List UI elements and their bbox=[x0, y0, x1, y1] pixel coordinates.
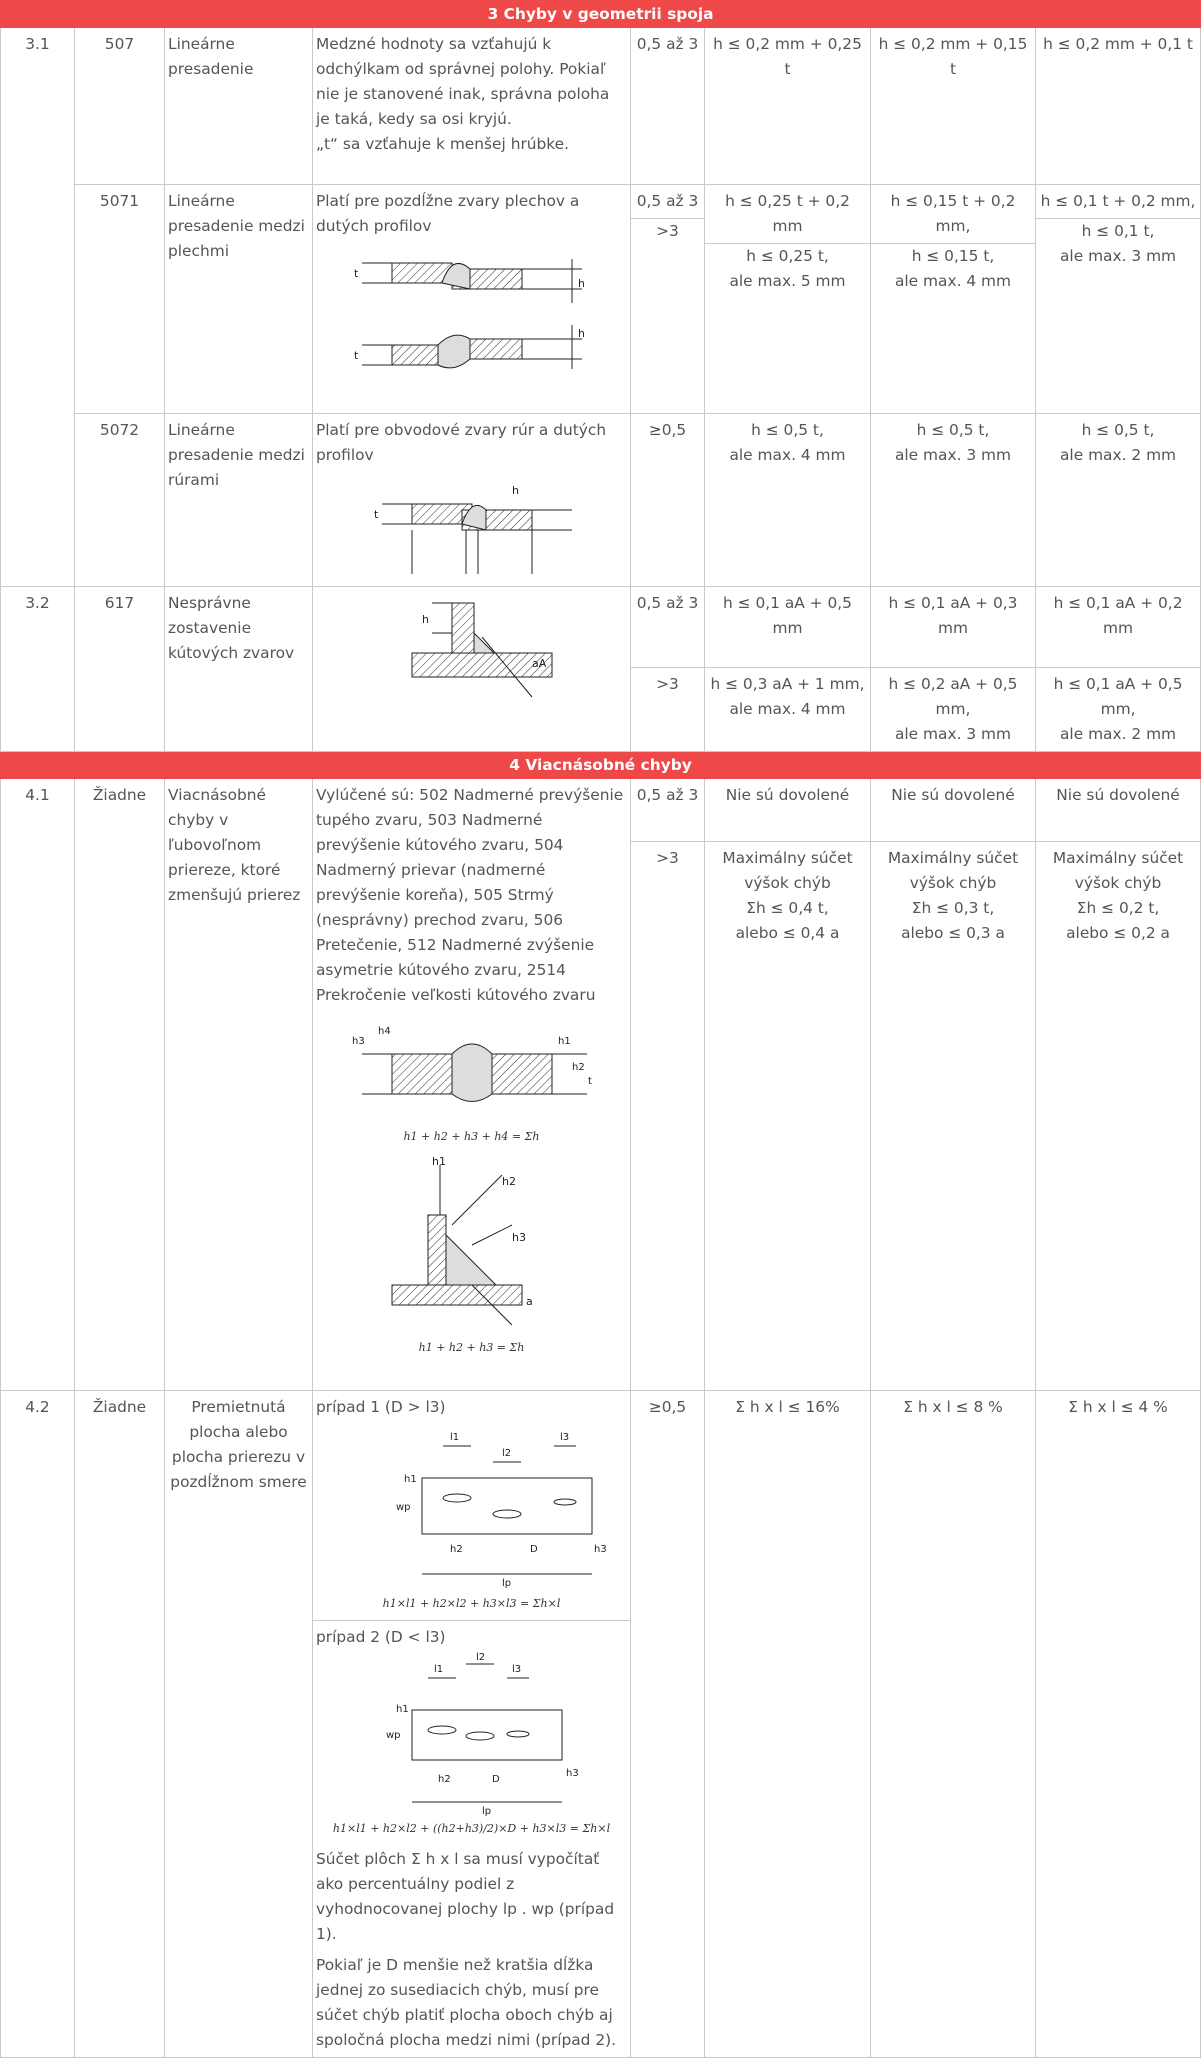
svg-text:h: h bbox=[511, 484, 519, 497]
weld-diagram-icon bbox=[362, 474, 582, 574]
svg-text:h1: h1 bbox=[403, 1474, 417, 1485]
svg-text:t: t bbox=[353, 267, 358, 280]
limit-line: ale max. 4 mm bbox=[729, 700, 846, 718]
svg-text:h2: h2 bbox=[501, 1175, 516, 1188]
svg-text:l2: l2 bbox=[475, 1652, 485, 1663]
description-text: Vylúčené sú: 502 Nadmerné prevýšenie tupého zvaru, 503 Nadmerné prevýšenie kútového zvaru, 504 Nadmerný prievar (nadmerné prevýšenie koreňa), 505 Strmý (nesprávny) prechod zvaru, 506 Pretečenie, 512 Nadmerné zvýšenie asymetrie kútového zvaru, 2514 Prekročenie veľkosti kútového zvaru bbox=[316, 786, 624, 1004]
defect-code: 617 bbox=[75, 587, 165, 752]
svg-text:h2: h2 bbox=[437, 1774, 451, 1785]
limit-line: h ≤ 0,5 t, bbox=[916, 421, 990, 439]
defect-name: Nesprávne zostavenie kútových zvarov bbox=[165, 587, 313, 752]
svg-text:lp: lp bbox=[501, 1578, 511, 1589]
svg-text:l3: l3 bbox=[559, 1432, 569, 1443]
limit-d bbox=[705, 668, 871, 752]
limit-b bbox=[1036, 842, 1201, 1391]
fillet-multiple-defects-diagram-icon bbox=[362, 1155, 582, 1335]
svg-text:h1: h1 bbox=[395, 1704, 409, 1715]
limit-c: Σ h x l ≤ 8 % bbox=[871, 1391, 1036, 2058]
limit-line: Σh ≤ 0,4 t, bbox=[746, 899, 829, 917]
limit-b bbox=[1036, 668, 1201, 752]
svg-text:wp: wp bbox=[395, 1502, 411, 1513]
limit-b-2a: h ≤ 0,1 t, bbox=[1081, 222, 1155, 240]
svg-text:l3: l3 bbox=[511, 1664, 521, 1675]
svg-text:h: h bbox=[577, 277, 585, 290]
thickness: ≥0,5 bbox=[631, 414, 705, 587]
thickness-2: >3 bbox=[656, 222, 679, 240]
formula: h1×l1 + h2×l2 + ((h2+h3)/2)×D + h3×l3 = Σh×l bbox=[332, 1822, 611, 1835]
svg-text:h3: h3 bbox=[593, 1544, 607, 1555]
svg-text:aA: aA bbox=[531, 657, 546, 670]
svg-text:h3: h3 bbox=[511, 1231, 526, 1244]
defect-name: Viacnásobné chyby v ľubovoľnom priereze, ktoré zmenšujú prierez bbox=[165, 779, 313, 1391]
svg-text:h: h bbox=[421, 613, 429, 626]
limit-b bbox=[1036, 185, 1201, 414]
limit-line: h ≤ 0,1 aA + 0,3 mm bbox=[888, 594, 1018, 637]
defect-description bbox=[313, 779, 631, 1391]
description-text: Platí pre obvodové zvary rúr a dutých profilov bbox=[316, 421, 607, 464]
limit-line: ale max. 2 mm bbox=[1060, 725, 1177, 743]
defect-description bbox=[313, 1391, 631, 2058]
limit-d-1: h ≤ 0,25 t + 0,2 mm bbox=[705, 185, 870, 244]
limit-b-1: h ≤ 0,1 t + 0,2 mm, bbox=[1036, 185, 1200, 219]
limit-line: ale max. 4 mm bbox=[729, 446, 846, 464]
limit-c-2a: h ≤ 0,15 t, bbox=[911, 247, 995, 265]
limit-d: Nie sú dovolené bbox=[705, 779, 871, 842]
table-row bbox=[1, 28, 1201, 185]
defect-code: Žiadne bbox=[75, 779, 165, 1391]
case-label: prípad 1 (D > l3) bbox=[316, 1398, 446, 1416]
limit-c bbox=[871, 414, 1036, 587]
limit-d-2b: ale max. 5 mm bbox=[729, 272, 846, 290]
svg-text:h4: h4 bbox=[377, 1026, 391, 1037]
defect-name: Lineárne presadenie bbox=[165, 28, 313, 185]
defect-code: 5072 bbox=[75, 414, 165, 587]
description-text: Medzné hodnoty sa vzťahujú k odchýlkam od správnej polohy. Pokiaľ nie je stanovené inak, správna poloha je taká, kedy sa osi kryjú. bbox=[316, 35, 610, 128]
limit-b bbox=[1036, 414, 1201, 587]
limit-c bbox=[871, 587, 1036, 668]
svg-text:wp: wp bbox=[385, 1730, 401, 1741]
limit-line: alebo ≤ 0,2 a bbox=[1066, 924, 1170, 942]
formula: h1×l1 + h2×l2 + h3×l3 = Σh×l bbox=[382, 1597, 561, 1610]
row-number: 3.1 bbox=[1, 28, 75, 587]
limit-c-1: h ≤ 0,15 t + 0,2 mm, bbox=[871, 185, 1035, 244]
projected-area-diagram-icon bbox=[342, 1652, 602, 1817]
defect-name: Lineárne presadenie medzi plechmi bbox=[165, 185, 313, 414]
limit-c: Nie sú dovolené bbox=[871, 779, 1036, 842]
table-row bbox=[1, 587, 1201, 668]
limit-line: Σh ≤ 0,2 t, bbox=[1076, 899, 1160, 917]
limit-b bbox=[1036, 587, 1201, 668]
limit-line: alebo ≤ 0,4 a bbox=[735, 924, 840, 942]
limit-line: Maximálny súčet bbox=[722, 849, 853, 867]
formula: h1 + h2 + h3 = Σh bbox=[418, 1341, 525, 1354]
section-title: 4 Viacnásobné chyby bbox=[1, 752, 1201, 779]
svg-text:h1: h1 bbox=[557, 1036, 571, 1047]
limit-line: ale max. 3 mm bbox=[894, 446, 1012, 464]
description-text: Platí pre pozdĺžne zvary plechov a dutých profilov bbox=[316, 192, 580, 235]
svg-text:t: t bbox=[353, 349, 358, 362]
limit-c: h ≤ 0,2 mm + 0,15 t bbox=[871, 28, 1036, 185]
svg-text:l1: l1 bbox=[449, 1432, 459, 1443]
limit-c bbox=[871, 185, 1036, 414]
svg-text:D: D bbox=[491, 1774, 500, 1785]
limit-line: h ≤ 0,2 aA + 0,5 mm, bbox=[888, 675, 1018, 718]
defect-description bbox=[313, 185, 631, 414]
defect-name: Lineárne presadenie medzi rúrami bbox=[165, 414, 313, 587]
limit-line: ale max. 2 mm bbox=[1060, 446, 1177, 464]
defect-code: 5071 bbox=[75, 185, 165, 414]
svg-text:t: t bbox=[373, 508, 378, 521]
svg-text:h3: h3 bbox=[351, 1036, 365, 1047]
limit-line: h ≤ 0,3 aA + 1 mm, bbox=[710, 675, 865, 693]
limit-line: Σh ≤ 0,3 t, bbox=[911, 899, 995, 917]
limit-d bbox=[705, 842, 871, 1391]
svg-text:a: a bbox=[525, 1295, 533, 1308]
svg-text:l1: l1 bbox=[433, 1664, 443, 1675]
limit-c-2b: ale max. 4 mm bbox=[894, 272, 1012, 290]
section-header-3 bbox=[1, 1, 1201, 28]
weld-diagram-icon bbox=[342, 245, 602, 395]
row-number: 3.2 bbox=[1, 587, 75, 752]
limit-d: Σ h x l ≤ 16% bbox=[705, 1391, 871, 2058]
limit-line: Maximálny súčet bbox=[1052, 849, 1184, 867]
case-2 bbox=[313, 1621, 630, 2057]
row-number: 4.1 bbox=[1, 779, 75, 1391]
limit-d: h ≤ 0,2 mm + 0,25 t bbox=[705, 28, 871, 185]
svg-text:h2: h2 bbox=[449, 1544, 463, 1555]
note: Pokiaľ je D menšie než kratšia dĺžka jednej zo susediacich chýb, musí pre súčet chýb platiť plocha oboch chýb aj spoločná plocha medzi nimi (prípad 2). bbox=[316, 1956, 617, 2049]
table-row bbox=[1, 414, 1201, 587]
limit-line: výšok chýb bbox=[909, 874, 997, 892]
svg-text:h2: h2 bbox=[571, 1062, 585, 1073]
thickness: 0,5 až 3 bbox=[631, 779, 705, 842]
section-title: 3 Chyby v geometrii spoja bbox=[1, 1, 1201, 28]
svg-text:h: h bbox=[577, 327, 585, 340]
thickness: >3 bbox=[631, 842, 705, 1391]
formula: h1 + h2 + h3 + h4 = Σh bbox=[403, 1130, 540, 1143]
svg-text:lp: lp bbox=[481, 1806, 491, 1817]
limit-c bbox=[871, 668, 1036, 752]
limit-line: ale max. 3 mm bbox=[894, 725, 1012, 743]
defect-name: Premietnutá plocha alebo plocha prierezu v pozdĺžnom smere bbox=[165, 1391, 313, 2058]
svg-text:t: t bbox=[587, 1076, 592, 1087]
multiple-defects-diagram-icon bbox=[342, 1014, 602, 1124]
limit-line: h ≤ 0,1 aA + 0,2 mm bbox=[1053, 594, 1183, 637]
thickness: 0,5 až 3 bbox=[631, 587, 705, 668]
svg-text:h3: h3 bbox=[565, 1768, 579, 1779]
limit-line: h ≤ 0,1 aA + 0,5 mm, bbox=[1053, 675, 1183, 718]
limit-d-2a: h ≤ 0,25 t, bbox=[746, 247, 829, 265]
defect-description bbox=[313, 414, 631, 587]
table-row bbox=[1, 1391, 1201, 2058]
limit-line: alebo ≤ 0,3 a bbox=[901, 924, 1005, 942]
case-1 bbox=[313, 1391, 630, 1621]
defect-code: Žiadne bbox=[75, 1391, 165, 2058]
section-header-4 bbox=[1, 752, 1201, 779]
row-number: 4.2 bbox=[1, 1391, 75, 2058]
svg-text:h1: h1 bbox=[431, 1155, 446, 1168]
defect-description bbox=[313, 28, 631, 185]
limit-line: výšok chýb bbox=[1074, 874, 1162, 892]
defect-code: 507 bbox=[75, 28, 165, 185]
table-row bbox=[1, 779, 1201, 842]
thickness: ≥0,5 bbox=[631, 1391, 705, 2058]
limit-line: h ≤ 0,1 aA + 0,5 mm bbox=[723, 594, 852, 637]
limit-c bbox=[871, 842, 1036, 1391]
limit-line: výšok chýb bbox=[744, 874, 831, 892]
limit-b-2b: ale max. 3 mm bbox=[1060, 247, 1177, 265]
fillet-weld-diagram-icon bbox=[372, 597, 572, 707]
svg-text:D: D bbox=[529, 1544, 538, 1555]
limit-line: h ≤ 0,5 t, bbox=[751, 421, 824, 439]
limit-b: h ≤ 0,2 mm + 0,1 t bbox=[1036, 28, 1201, 185]
limit-b: Nie sú dovolené bbox=[1036, 779, 1201, 842]
limit-d bbox=[705, 414, 871, 587]
thickness: 0,5 až 3 bbox=[631, 28, 705, 185]
limit-line: Maximálny súčet bbox=[887, 849, 1019, 867]
thickness-1: 0,5 až 3 bbox=[631, 185, 704, 219]
limit-b: Σ h x l ≤ 4 % bbox=[1036, 1391, 1201, 2058]
description-note: „t“ sa vzťahuje k menšej hrúbke. bbox=[316, 135, 570, 153]
projected-area-diagram-icon bbox=[332, 1426, 612, 1591]
note: Súčet plôch Σ h x l sa musí vypočítať ako percentuálny podiel z vyhodnocovanej plochy lp . wp (prípad 1). bbox=[316, 1850, 615, 1943]
limit-d bbox=[705, 587, 871, 668]
defect-description bbox=[313, 587, 631, 752]
limit-d bbox=[705, 185, 871, 414]
limit-line: h ≤ 0,5 t, bbox=[1081, 421, 1155, 439]
svg-text:l2: l2 bbox=[501, 1448, 511, 1459]
case-label: prípad 2 (D < l3) bbox=[316, 1628, 446, 1646]
thickness bbox=[631, 185, 705, 414]
table-row bbox=[1, 185, 1201, 414]
thickness: >3 bbox=[631, 668, 705, 752]
